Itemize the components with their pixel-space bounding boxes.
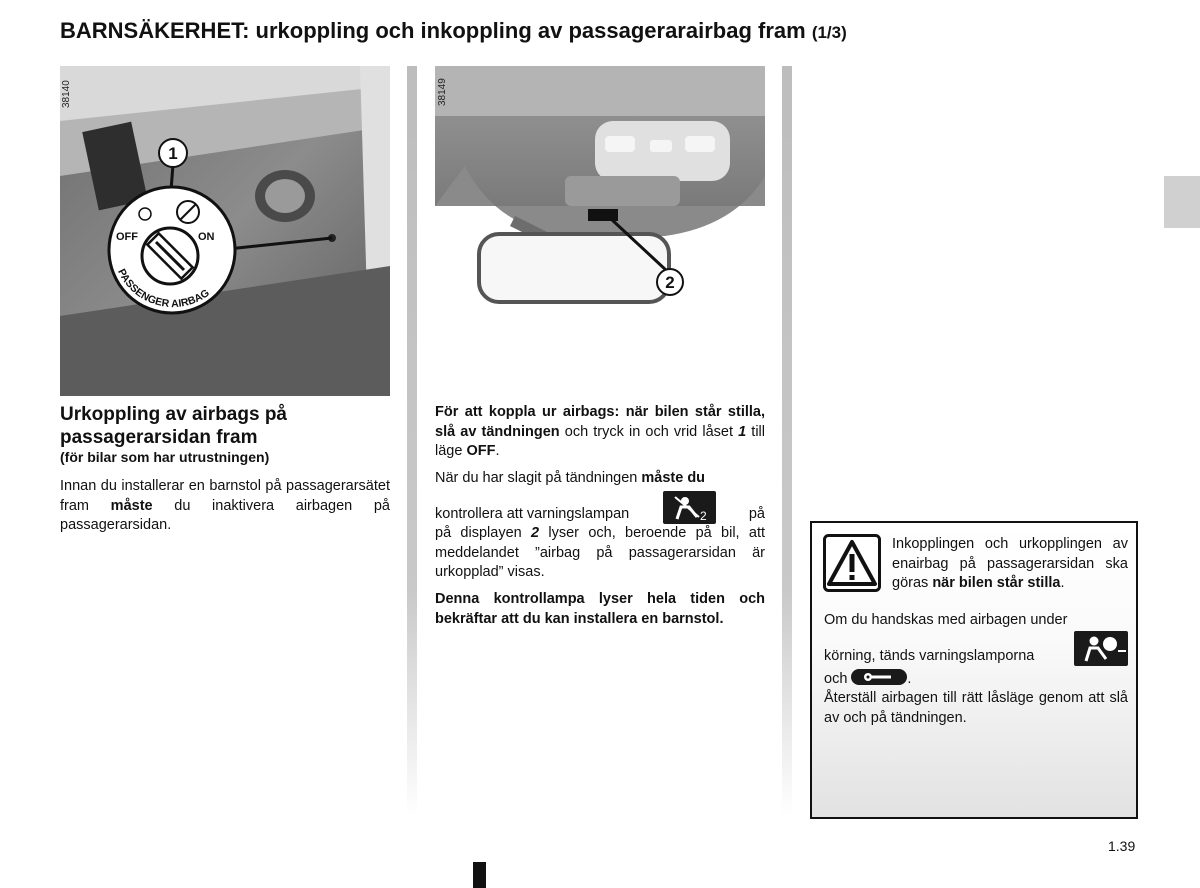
service-wrench-icon <box>851 669 907 685</box>
figure-dashboard-photo <box>60 66 390 396</box>
middle-paragraph-1 <box>435 403 765 462</box>
text: kontrollera att varningslampan <box>435 505 630 522</box>
chapter-tab <box>1164 176 1200 228</box>
page-title <box>60 18 847 44</box>
warning-text-3 <box>824 631 1128 666</box>
text: körning, tänds varningslamporna <box>824 647 1035 664</box>
warning-text-5: Återställ airbagen till rätt låsläge genom att slå av och på tändningen. <box>824 690 1128 726</box>
warning-text-4 <box>824 669 1128 690</box>
airbag-off-lamp-icon <box>663 491 716 524</box>
warning-triangle-icon <box>823 534 881 592</box>
text: . <box>907 671 912 687</box>
text: När du har slagit på tändningen <box>435 470 642 486</box>
text: Innan du installerar en barnstol på passagerarsätet fram <box>60 478 390 514</box>
switch-ring-label: PASSENGER AIRBAG <box>115 266 212 311</box>
warning-box <box>810 521 1138 819</box>
column-separator <box>407 66 417 816</box>
section-subheading: (för bilar som har utrustningen) <box>60 449 270 465</box>
text: du inaktivera airbagen på passagerarsidan. <box>60 497 390 533</box>
middle-paragraph-2 <box>435 469 765 489</box>
switch-off-label: OFF <box>116 231 138 243</box>
crop-mark <box>473 862 486 888</box>
middle-paragraph-3: kontrollera att varningslampan 2 på på displayen 2 lyser och, beroende på bil, att meddelandet ”airbag på passagerarsidan är urkopplad” visas. <box>435 491 765 583</box>
text: . <box>495 443 500 459</box>
text-bold: OFF <box>466 443 496 459</box>
figure-id: 38140 <box>61 80 72 108</box>
middle-paragraph-4 <box>435 590 765 629</box>
text: Inkopplingen och urkopplingen av enairbag på passagerarsidan ska göras <box>892 536 1128 591</box>
callout-1: 1 <box>168 144 178 163</box>
text-bold: 2 <box>531 525 540 541</box>
left-paragraph <box>60 477 390 536</box>
text-bold: måste du <box>641 470 706 486</box>
airbag-lamp-icon <box>1074 631 1128 666</box>
section-heading: Urkoppling av airbags på passagerarsidan fram <box>60 404 287 448</box>
svg-text:2: 2 <box>699 509 707 523</box>
callout-2: 2 <box>665 273 675 292</box>
title-part: (1/3) <box>811 23 847 42</box>
figure-id: 38149 <box>437 78 448 106</box>
text-bold: måste <box>110 497 153 514</box>
text: till läge <box>435 423 765 459</box>
text: . <box>1060 575 1065 591</box>
text: och tryck in och vrid låset <box>559 423 739 440</box>
page-number: 1.39 <box>1108 838 1136 854</box>
text-bold: Denna kontrollampa lyser hela tiden och bekräftar att du kan installera en barnstol. <box>435 591 765 627</box>
text: på displayen <box>435 525 532 541</box>
warning-text-1 <box>892 535 1128 594</box>
column-separator <box>782 66 792 816</box>
switch-on-label: ON <box>198 231 215 243</box>
warning-text-2: Om du handskas med airbagen under <box>824 612 1068 628</box>
text-bold: 1 <box>738 423 747 440</box>
text-bold: när bilen står stilla <box>932 575 1061 591</box>
text-bold: För att koppla ur airbags: när bilen står stilla, slå av tändningen <box>435 404 765 440</box>
figure-overhead-photo <box>435 66 765 313</box>
title-text: BARNSÄKERHET: urkoppling och inkoppling av passagerarairbag fram <box>60 18 806 43</box>
text: och <box>824 671 848 687</box>
text: lyser och, beroende på bil, att meddelandet ”airbag på passagerarsidan är urkopplad” visas. <box>435 525 766 580</box>
